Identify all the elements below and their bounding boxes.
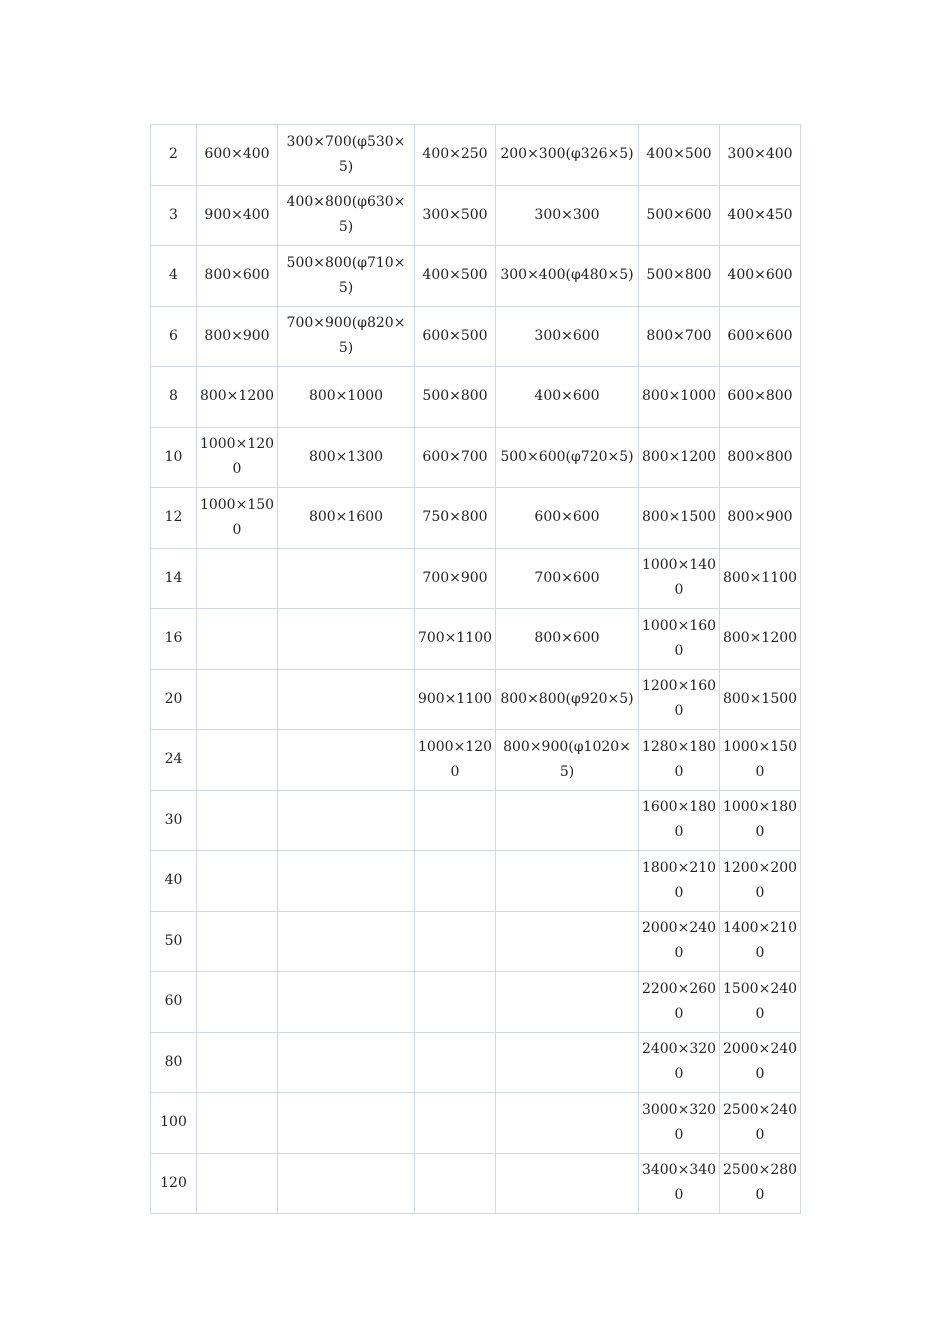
table-cell: 800×900 [720, 488, 801, 549]
row-label-cell: 3 [151, 185, 197, 246]
table-cell [496, 972, 639, 1033]
table-cell: 400×600 [720, 246, 801, 307]
table-cell [278, 669, 415, 730]
table-cell: 3400×3400 [639, 1153, 720, 1214]
table-cell: 300×300 [496, 185, 639, 246]
table-cell [415, 851, 496, 912]
table-cell: 1800×2100 [639, 851, 720, 912]
table-cell: 1400×2100 [720, 911, 801, 972]
table-row [151, 1153, 801, 1214]
table-cell: 500×800 [415, 367, 496, 428]
table-cell: 300×700(φ530×5) [278, 125, 415, 186]
table-cell: 400×600 [496, 367, 639, 428]
table-cell: 1200×2000 [720, 851, 801, 912]
table-cell: 1000×1200 [415, 730, 496, 791]
table-cell: 1000×1400 [639, 548, 720, 609]
table-row [151, 125, 801, 186]
row-label-cell: 50 [151, 911, 197, 972]
table-body [151, 125, 801, 1214]
table-cell: 600×600 [720, 306, 801, 367]
table-cell [197, 730, 278, 791]
table-row [151, 246, 801, 307]
table-cell: 2400×3200 [639, 1032, 720, 1093]
table-cell: 700×900(φ820×5) [278, 306, 415, 367]
table-cell [197, 548, 278, 609]
table-cell [496, 851, 639, 912]
table-cell: 400×450 [720, 185, 801, 246]
table-row [151, 669, 801, 730]
row-label-cell: 14 [151, 548, 197, 609]
table-cell: 800×1300 [278, 427, 415, 488]
table-cell [278, 1153, 415, 1214]
table-cell: 600×700 [415, 427, 496, 488]
table-cell: 800×800(φ920×5) [496, 669, 639, 730]
dimension-table [150, 124, 801, 1214]
table-cell: 2200×2600 [639, 972, 720, 1033]
table-cell [197, 609, 278, 670]
table-cell: 2500×2400 [720, 1093, 801, 1154]
table-cell: 500×600(φ720×5) [496, 427, 639, 488]
row-label-cell: 30 [151, 790, 197, 851]
table-cell: 1000×1500 [720, 730, 801, 791]
row-label-cell: 6 [151, 306, 197, 367]
table-cell [197, 1032, 278, 1093]
table-cell: 1200×1600 [639, 669, 720, 730]
table-cell: 1000×1200 [197, 427, 278, 488]
table-cell [278, 1032, 415, 1093]
row-label-cell: 60 [151, 972, 197, 1033]
table-cell: 900×1100 [415, 669, 496, 730]
table-cell: 1000×1800 [720, 790, 801, 851]
row-label-cell: 20 [151, 669, 197, 730]
table-cell [278, 548, 415, 609]
table-cell: 300×600 [496, 306, 639, 367]
table-cell: 800×900 [197, 306, 278, 367]
table-cell [496, 1093, 639, 1154]
table-cell: 1600×1800 [639, 790, 720, 851]
table-cell [278, 911, 415, 972]
table-cell [415, 972, 496, 1033]
table-row [151, 488, 801, 549]
table-row [151, 790, 801, 851]
row-label-cell: 4 [151, 246, 197, 307]
row-label-cell: 24 [151, 730, 197, 791]
table-cell [496, 790, 639, 851]
table-cell: 600×400 [197, 125, 278, 186]
table-cell: 1000×1600 [639, 609, 720, 670]
row-label-cell: 16 [151, 609, 197, 670]
table-cell: 2000×2400 [639, 911, 720, 972]
table-row [151, 1093, 801, 1154]
table-cell [278, 790, 415, 851]
table-cell [197, 1153, 278, 1214]
row-label-cell: 2 [151, 125, 197, 186]
table-cell: 800×1200 [720, 609, 801, 670]
table-cell [197, 972, 278, 1033]
table-row [151, 306, 801, 367]
row-label-cell: 10 [151, 427, 197, 488]
table-cell: 800×1000 [278, 367, 415, 428]
table-cell [415, 1093, 496, 1154]
table-cell [197, 669, 278, 730]
table-cell: 2000×2400 [720, 1032, 801, 1093]
table-cell: 700×1100 [415, 609, 496, 670]
table-row [151, 730, 801, 791]
table-cell: 500×800 [639, 246, 720, 307]
table-cell [496, 1032, 639, 1093]
row-label-cell: 12 [151, 488, 197, 549]
table-cell: 800×900(φ1020×5) [496, 730, 639, 791]
table-cell [415, 911, 496, 972]
table-cell [415, 1032, 496, 1093]
table-cell: 1000×1500 [197, 488, 278, 549]
table-cell: 400×250 [415, 125, 496, 186]
table-cell: 600×600 [496, 488, 639, 549]
row-label-cell: 100 [151, 1093, 197, 1154]
table-cell: 2500×2800 [720, 1153, 801, 1214]
table-cell [197, 790, 278, 851]
table-cell: 300×500 [415, 185, 496, 246]
table-row [151, 972, 801, 1033]
table-cell [278, 609, 415, 670]
table-cell: 400×800(φ630×5) [278, 185, 415, 246]
table-cell: 1280×1800 [639, 730, 720, 791]
table-cell: 750×800 [415, 488, 496, 549]
table-cell: 800×700 [639, 306, 720, 367]
table-row [151, 427, 801, 488]
table-cell [278, 972, 415, 1033]
table-row [151, 367, 801, 428]
table-cell: 400×500 [415, 246, 496, 307]
table-cell: 1500×2400 [720, 972, 801, 1033]
table-cell: 800×600 [496, 609, 639, 670]
table-cell: 600×500 [415, 306, 496, 367]
table-cell: 500×800(φ710×5) [278, 246, 415, 307]
table-cell: 900×400 [197, 185, 278, 246]
table-row [151, 911, 801, 972]
table-cell: 300×400 [720, 125, 801, 186]
row-label-cell: 40 [151, 851, 197, 912]
table-cell: 600×800 [720, 367, 801, 428]
table-cell [278, 851, 415, 912]
table-cell: 800×1200 [639, 427, 720, 488]
table-row [151, 1032, 801, 1093]
table-cell: 700×600 [496, 548, 639, 609]
table-cell: 800×600 [197, 246, 278, 307]
table-cell: 500×600 [639, 185, 720, 246]
table-row [151, 185, 801, 246]
table-row [151, 851, 801, 912]
table-cell: 800×1500 [639, 488, 720, 549]
table-cell [197, 1093, 278, 1154]
row-label-cell: 120 [151, 1153, 197, 1214]
table-cell: 800×1500 [720, 669, 801, 730]
table-cell: 800×1200 [197, 367, 278, 428]
row-label-cell: 8 [151, 367, 197, 428]
table-cell: 300×400(φ480×5) [496, 246, 639, 307]
table-cell [496, 911, 639, 972]
table-cell [415, 1153, 496, 1214]
table-cell [278, 1093, 415, 1154]
table-row [151, 548, 801, 609]
table-cell: 800×1100 [720, 548, 801, 609]
table-cell [278, 730, 415, 791]
table-cell: 400×500 [639, 125, 720, 186]
table-cell [415, 790, 496, 851]
table-cell [197, 911, 278, 972]
table-cell: 200×300(φ326×5) [496, 125, 639, 186]
table-cell [197, 851, 278, 912]
table-cell: 800×1600 [278, 488, 415, 549]
table-cell [496, 1153, 639, 1214]
table-cell: 700×900 [415, 548, 496, 609]
table-cell: 800×800 [720, 427, 801, 488]
table-cell: 3000×3200 [639, 1093, 720, 1154]
row-label-cell: 80 [151, 1032, 197, 1093]
table-cell: 800×1000 [639, 367, 720, 428]
table-row [151, 609, 801, 670]
